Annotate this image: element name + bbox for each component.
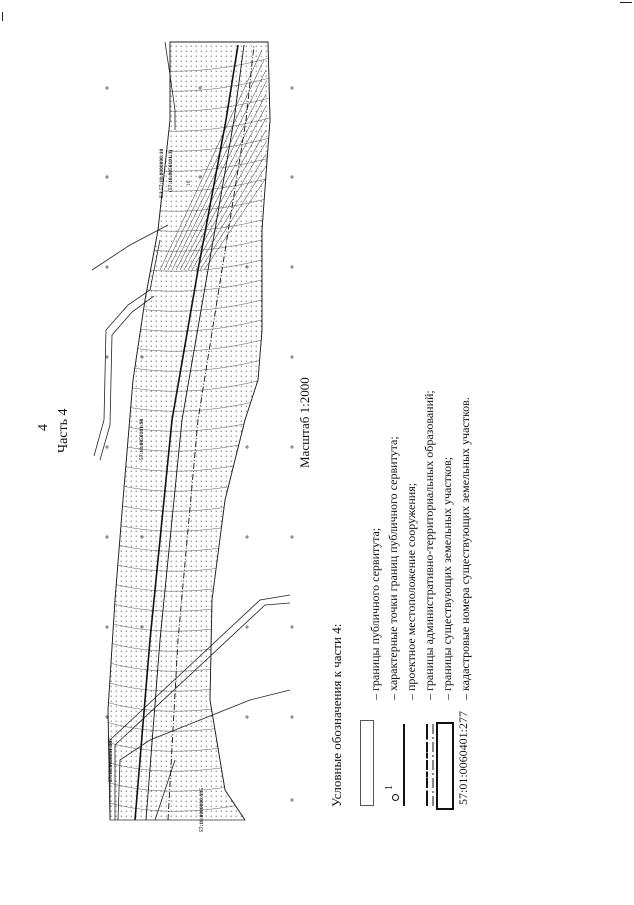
legend-desc-structure: – проектное местоположение сооружения; xyxy=(404,482,418,700)
cadastral-label-3: 57:18:0050101:98 xyxy=(139,418,145,460)
legend-title: Условные обозначения к части 4: xyxy=(329,623,344,807)
legend-symbol-land-plot xyxy=(436,722,454,810)
ez-label-1: ЕЗ 57:18:0000000:10 xyxy=(159,148,165,198)
map-small-mark: 10 xyxy=(186,180,192,186)
part-title: Часть 4 xyxy=(56,408,71,453)
legend-point-number: 1 xyxy=(384,785,395,790)
legend-cadastral-example: 57:01:0060401:277 xyxy=(456,710,470,805)
ez-label-2: (57:18:0050101:3) xyxy=(168,149,174,192)
page-number: 4 xyxy=(36,424,51,431)
legend-symbol-point xyxy=(392,794,399,801)
cadastral-label-1: 57:18:0050101:187 xyxy=(108,738,114,782)
legend-desc-cadastral-numbers: – кадастровые номера существующих земельных участков. xyxy=(458,397,472,700)
scale-label: Масштаб 1:2000 xyxy=(297,377,312,468)
legend-symbol-servitude-boundary xyxy=(360,720,374,806)
legend-desc-land-plot: – границы существующих земельных участков; xyxy=(440,456,454,700)
legend-desc-admin-boundary: – границы административно-территориальных образований; xyxy=(422,390,436,700)
cadastral-label-2: 57:18:0000000:995 xyxy=(199,788,205,832)
legend-desc-servitude-boundary: – границы публичного сервитута; xyxy=(368,527,382,700)
servitude-area xyxy=(100,42,280,820)
legend-desc-points: – характерные точки границ публичного сервитута; xyxy=(386,436,400,700)
legend-symbol-structure xyxy=(403,724,405,806)
